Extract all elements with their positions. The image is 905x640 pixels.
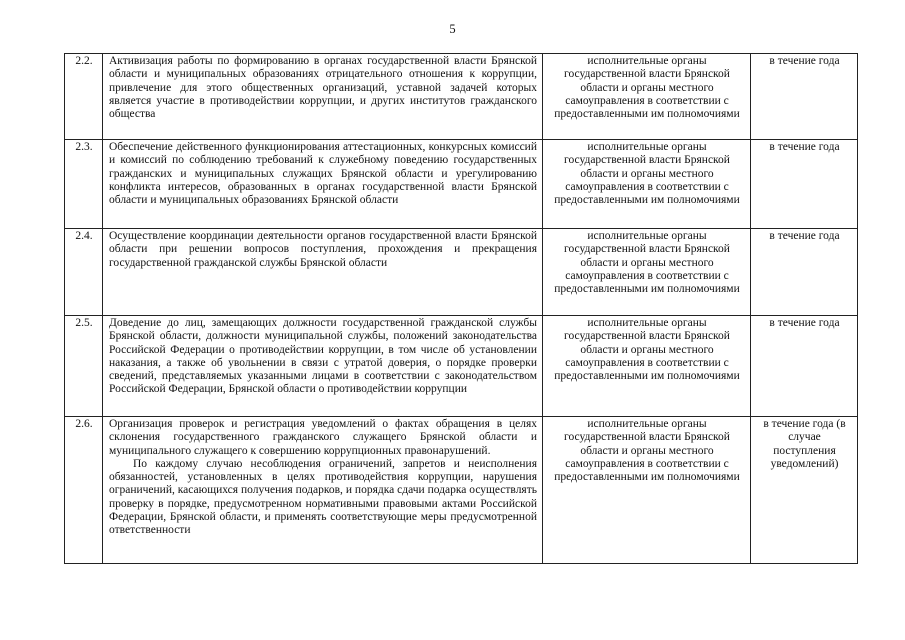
item-number: 2.6. [65,417,103,564]
measures-table [64,53,858,564]
table-row [65,316,858,417]
item-number: 2.3. [65,140,103,229]
activity-text-paragraph-2: По каждому случаю несоблюдения ограничений, запретов и неисполнения обязанностей, установленных в целях противодействия коррупции, нарушения ограничений, касающихся получения подарков, и порядка сдачи подарка осуществлять проверку в порядке, предусмотренном нормативными правовыми актами Российской Федерации, Брянской области, и применять соответствующие меры предусмотренной ответственности [109,457,537,537]
activity-cell [103,417,543,564]
executor-text: исполнительные органы государственной власти Брянской области и органы местного самоуправления в соответствии с предоставленными им полномочиями [543,140,751,229]
table-row [65,140,858,229]
activity-text: Активизация работы по формированию в органах государственной власти Брянской области и муниципальных образованиях отрицательного отношения к коррупции, привлечение для этого общественных организаций, уставной задачей которых является участие в противодействии коррупции, и других институтов гражданского общества [103,54,543,140]
table-row [65,229,858,316]
activity-text: Доведение до лиц, замещающих должности государственной гражданской службы Брянской области, должности муниципальной службы, положений законодательства Российской Федерации о противодействии коррупции, в том числе об установлении наказания, а также об увольнении в связи с утратой доверия, о порядке проверки сведений, представляемых указанными лицами в соответствии с законодательством Российской Федерации, Брянской области о противодействии коррупции [103,316,543,417]
executor-text: исполнительные органы государственной власти Брянской области и органы местного самоуправления в соответствии с предоставленными им полномочиями [543,229,751,316]
term-text: в течение года (в случае поступления уведомлений) [751,417,858,564]
activity-text: Организация проверок и регистрация уведомлений о фактах обращения в целях склонения государственного гражданского служащего Брянской области и муниципального служащего к совершению коррупционных правонарушений. [109,418,537,457]
table-row [65,54,858,140]
activity-text: Обеспечение действенного функционирования аттестационных, конкурсных комиссий и комиссий по соблюдению требований к служебному поведению государственных гражданских и муниципальных служащих Брянской области и урегулированию конфликта интересов, образованных в органах государственной власти Брянской области и муниципальных образованиях Брянской области [103,140,543,229]
term-text: в течение года [751,140,858,229]
term-text: в течение года [751,316,858,417]
executor-text: исполнительные органы государственной власти Брянской области и органы местного самоуправления в соответствии с предоставленными им полномочиями [543,417,751,564]
executor-text: исполнительные органы государственной власти Брянской области и органы местного самоуправления в соответствии с предоставленными им полномочиями [543,316,751,417]
table-row [65,417,858,564]
term-text: в течение года [751,54,858,140]
page-number: 5 [449,22,456,36]
term-text: в течение года [751,229,858,316]
item-number: 2.2. [65,54,103,140]
executor-text: исполнительные органы государственной власти Брянской области и органы местного самоуправления в соответствии с предоставленными им полномочиями [543,54,751,140]
activity-text: Осуществление координации деятельности органов государственной власти Брянской области при решении вопросов поступления, прохождения и прекращения государственной гражданской службы Брянской области [103,229,543,316]
item-number: 2.4. [65,229,103,316]
item-number: 2.5. [65,316,103,417]
